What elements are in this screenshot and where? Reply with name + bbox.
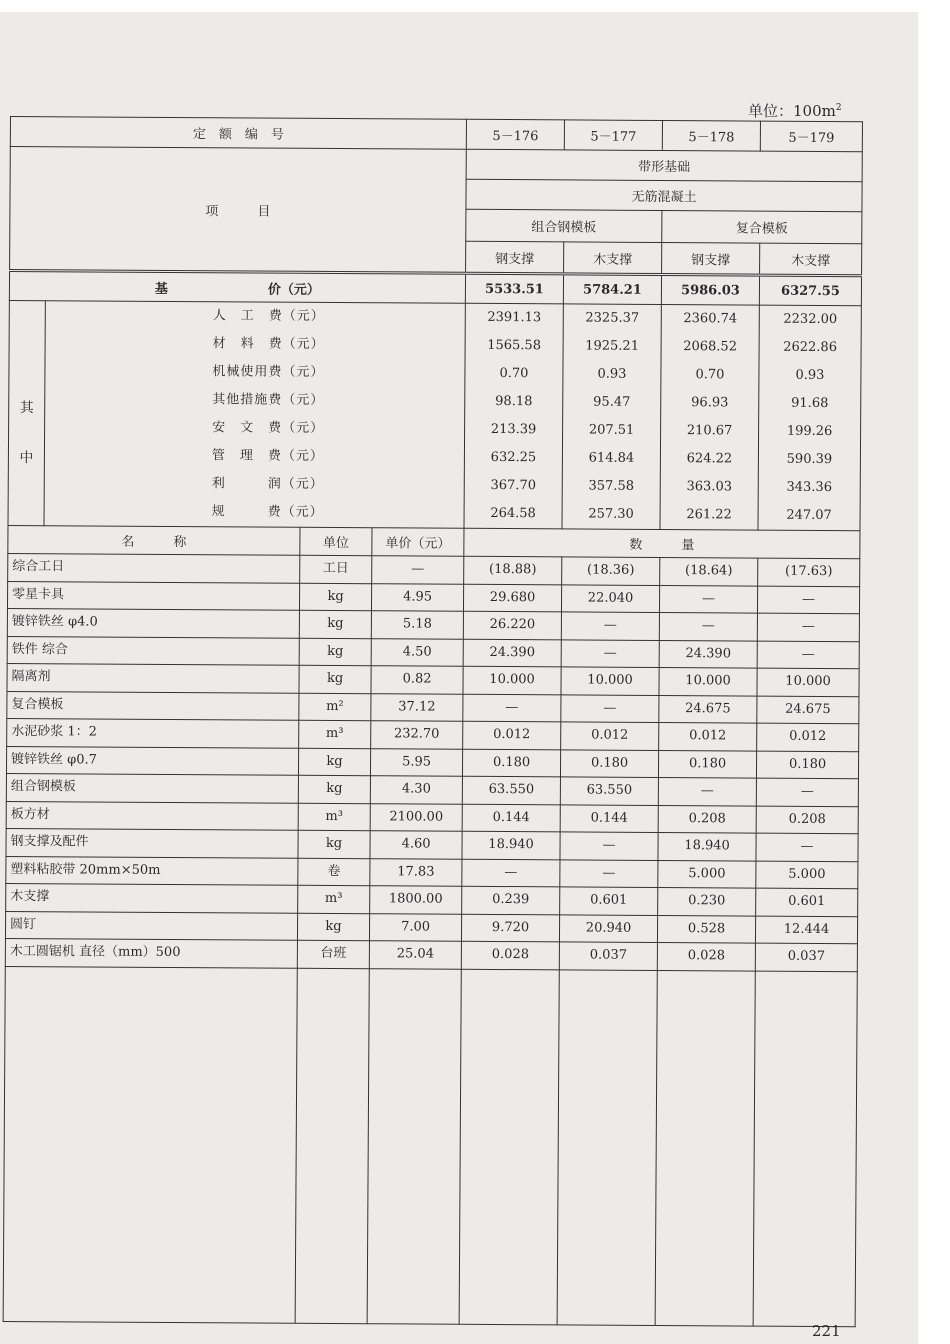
item-quantity: 0.028 (657, 942, 755, 970)
item-quantity: 10.000 (757, 668, 859, 696)
unit-label (748, 100, 842, 121)
item-quantity: 18.940 (462, 831, 560, 859)
formwork-steel: 组合钢模板 (466, 209, 662, 242)
item-quantity: 0.180 (756, 751, 858, 779)
cost-value: 363.03 (686, 479, 733, 495)
item-price: 4.50 (371, 638, 463, 666)
item-label: 项 目 (10, 147, 467, 274)
item-quantity: — (560, 832, 658, 860)
item-quantity: 5.000 (658, 860, 756, 888)
item-quantity: (18.36) (562, 557, 660, 585)
item-quantity: 24.390 (463, 639, 561, 667)
item-quantity: — (756, 833, 858, 861)
formwork-composite: 复合模板 (662, 210, 862, 243)
item-quantity: 0.208 (756, 806, 858, 834)
cost-col-3 (660, 304, 759, 530)
item-price: 37.12 (371, 693, 463, 721)
item-quantity: 0.144 (462, 804, 560, 832)
item-price: 0.82 (371, 666, 463, 694)
item-quantity: 0.012 (659, 722, 757, 750)
item-quantity: 0.601 (560, 887, 658, 915)
item-quantity: — (658, 777, 756, 805)
cost-value: 357.58 (588, 478, 635, 494)
item-quantity: 0.239 (462, 886, 560, 914)
item-name: 板方材 (6, 801, 298, 830)
cost-col-1 (464, 303, 563, 529)
subcategory-cell: 无筋混凝土 (466, 179, 862, 211)
item-quantity: — (659, 585, 757, 613)
empty-row (3, 966, 857, 1326)
cost-name-machine: 机械使用费（元） (212, 364, 325, 380)
item-price: 17.83 (370, 858, 462, 886)
support-4: 木支撑 (760, 243, 862, 276)
cost-value: 2325.37 (585, 310, 640, 326)
item-unit: m² (299, 693, 371, 721)
item-unit: m³ (299, 720, 371, 748)
base-price-2: 5784.21 (563, 274, 661, 305)
item-price: 7.00 (369, 913, 461, 941)
item-name: 圆钉 (5, 911, 297, 940)
item-quantity: 18.940 (658, 832, 756, 860)
empty-cell (459, 969, 559, 1325)
item-quantity: 0.144 (560, 804, 658, 832)
item-quantity: 0.037 (755, 943, 857, 971)
cost-value: 624.22 (686, 451, 733, 467)
code-label-text: 定 额 编 号 (192, 127, 284, 143)
cost-value: 2622.86 (783, 339, 838, 356)
code-5-178: 5－178 (662, 120, 760, 151)
item-quantity: — (560, 859, 658, 887)
item-quantity: 0.208 (658, 805, 756, 833)
column-unit-header: 单位 (300, 527, 372, 555)
base-price-4: 6327.55 (759, 275, 861, 306)
cost-value: 0.70 (695, 367, 725, 383)
item-unit: kg (299, 610, 371, 638)
cost-value: 96.93 (691, 395, 729, 411)
cost-name-other: 其他措施费（元） (212, 392, 325, 408)
unit-superscript: 2 (835, 103, 842, 113)
code-label (10, 117, 466, 150)
support-1: 钢支撑 (466, 241, 564, 274)
base-price-3: 5986.03 (661, 274, 759, 305)
item-unit: kg (298, 775, 370, 803)
cost-value: 247.07 (786, 507, 832, 524)
item-unit: 卷 (298, 858, 370, 886)
empty-cell (557, 969, 657, 1325)
cost-col-4 (758, 305, 861, 531)
cost-name-fees: 规 费（元） (211, 504, 324, 520)
item-quantity: — (757, 613, 859, 641)
item-name: 钢支撑及配件 (6, 828, 298, 857)
item-quantity: — (659, 612, 757, 640)
cost-name-material: 材 料 费（元） (212, 336, 325, 352)
item-unit: m³ (298, 885, 370, 913)
item-quantity: — (561, 694, 659, 722)
item-quantity: 0.180 (658, 750, 756, 778)
page-number: 221 (812, 1322, 841, 1340)
base-price-1: 5533.51 (465, 273, 563, 304)
item-price: 2100.00 (370, 803, 462, 831)
item-quantity: (17.63) (758, 558, 860, 586)
item-quantity: 0.012 (757, 723, 859, 751)
cost-value: 590.39 (786, 451, 833, 468)
cost-name-management: 管 理 费（元） (211, 448, 324, 464)
quota-table (3, 116, 863, 1327)
item-quantity: 10.000 (659, 667, 757, 695)
item-name: 塑料粘胶带 20mm×50m (6, 856, 298, 885)
cost-name-safety: 安 文 费（元） (212, 420, 325, 436)
item-price: 232.70 (371, 721, 463, 749)
item-quantity: 26.220 (463, 611, 561, 639)
qizhong-label (8, 300, 45, 525)
item-unit: kg (298, 748, 370, 776)
item-unit: kg (298, 830, 370, 858)
document-page (0, 12, 918, 1344)
item-price: 5.95 (370, 748, 462, 776)
empty-cell (753, 971, 857, 1327)
cost-value: 207.51 (588, 422, 635, 438)
item-quantity: 0.012 (561, 722, 659, 750)
item-name: 镀锌铁丝 φ0.7 (6, 746, 298, 775)
item-quantity: 24.675 (659, 695, 757, 723)
cost-breakdown-row (8, 300, 861, 530)
item-quantity: — (757, 586, 859, 614)
item-price: 5.18 (371, 611, 463, 639)
cost-value: 95.47 (593, 394, 631, 410)
materials-body (5, 553, 859, 943)
cost-value: 2232.00 (783, 311, 838, 328)
cost-name-labor: 人 工 费（元） (212, 308, 325, 324)
item-quantity: 0.601 (756, 888, 858, 916)
item-quantity: 29.680 (463, 584, 561, 612)
cost-value: 261.22 (686, 507, 732, 523)
cost-value: 1565.58 (487, 337, 542, 354)
cost-value: 2391.13 (487, 309, 542, 326)
item-quantity: 20.940 (559, 914, 657, 942)
qizhong-char-1: 其 (19, 400, 34, 417)
code-5-179: 5－179 (760, 121, 862, 152)
item-quantity: 0.028 (461, 941, 559, 969)
unit-text: 单位：100m (748, 102, 836, 120)
qizhong-char-2: 中 (19, 450, 34, 467)
cost-value: 213.39 (490, 421, 537, 438)
empty-cell (367, 968, 461, 1324)
cost-value: 614.84 (588, 450, 635, 466)
cost-value: 257.30 (588, 506, 634, 522)
item-name: 隔离剂 (7, 663, 299, 692)
item-unit: 工日 (300, 555, 372, 583)
item-price: 4.30 (370, 776, 462, 804)
item-price: 4.60 (370, 831, 462, 859)
cost-value: 98.18 (495, 393, 533, 410)
column-name-header: 名 称 (8, 525, 300, 555)
item-quantity: 0.012 (463, 721, 561, 749)
cost-value: 367.70 (490, 477, 537, 494)
item-name: 综合工日 (8, 553, 300, 582)
cost-value: 2360.74 (683, 311, 738, 327)
cost-value: 199.26 (786, 423, 833, 440)
item-quantity: (18.64) (660, 557, 758, 585)
item-quantity: 24.390 (659, 640, 757, 668)
support-3: 钢支撑 (662, 242, 760, 275)
item-quantity: (18.88) (464, 556, 562, 584)
item-quantity: — (462, 859, 560, 887)
item-name: 镀锌铁丝 φ4.0 (7, 608, 299, 637)
item-unit: m³ (298, 803, 370, 831)
item-quantity: 10.000 (463, 666, 561, 694)
item-quantity: 24.675 (757, 696, 859, 724)
item-price: 4.95 (371, 583, 463, 611)
column-price-header: 单价（元） (372, 528, 464, 557)
category-row (10, 147, 862, 182)
item-name: 铁件 综合 (7, 636, 299, 665)
item-name: 木工圆锯机 直径（mm）500 (5, 938, 297, 967)
item-quantity: 0.037 (559, 942, 657, 970)
item-name: 水泥砂浆 1：2 (7, 718, 299, 747)
item-name: 复合模板 (7, 691, 299, 720)
base-price-label (9, 271, 465, 304)
base-price-label-left: 基 (154, 281, 168, 297)
item-unit: kg (299, 665, 371, 693)
item-quantity: 22.040 (561, 584, 659, 612)
cost-value: 632.25 (490, 449, 537, 466)
item-quantity: — (561, 612, 659, 640)
empty-cell (655, 970, 755, 1326)
item-price: 1800.00 (370, 886, 462, 914)
cost-value: 0.93 (597, 366, 627, 382)
item-quantity: 0.230 (658, 887, 756, 915)
code-5-177: 5－177 (564, 120, 662, 151)
cost-value: 343.36 (786, 479, 833, 496)
item-name: 组合钢模板 (6, 773, 298, 802)
support-2: 木支撑 (564, 242, 662, 275)
empty-cell (295, 968, 369, 1323)
item-name: 零星卡具 (7, 581, 299, 610)
item-quantity: 0.528 (657, 915, 755, 943)
cost-value: 91.68 (791, 395, 829, 412)
item-quantity: 5.000 (756, 861, 858, 889)
item-unit: kg (299, 638, 371, 666)
cost-value: 2068.52 (683, 339, 738, 355)
item-quantity: — (757, 641, 859, 669)
category-cell: 带形基础 (466, 149, 862, 181)
item-quantity: 9.720 (461, 914, 559, 942)
cost-value: 0.70 (499, 365, 529, 382)
cost-name-profit: 利 润（元） (211, 476, 324, 492)
cost-names (44, 301, 465, 529)
empty-cell (3, 966, 297, 1323)
code-5-176: 5－176 (466, 119, 564, 150)
item-quantity: 63.550 (462, 776, 560, 804)
quota-table-sheet (3, 116, 862, 1313)
item-quantity: — (756, 778, 858, 806)
cost-value: 0.93 (795, 367, 825, 383)
item-name: 木支撑 (6, 883, 298, 912)
item-unit: kg (299, 583, 371, 611)
item-unit: kg (297, 913, 369, 941)
item-unit: 台班 (297, 940, 369, 968)
item-price: — (372, 556, 464, 584)
item-quantity: 12.444 (755, 916, 857, 944)
item-quantity: 0.180 (560, 749, 658, 777)
item-quantity: 0.180 (462, 749, 560, 777)
cost-value: 210.67 (686, 423, 733, 439)
item-quantity: — (463, 694, 561, 722)
item-quantity: — (561, 639, 659, 667)
cost-value: 1925.21 (585, 338, 640, 354)
item-quantity: 10.000 (561, 667, 659, 695)
cost-value: 264.58 (490, 505, 536, 522)
item-price: 25.04 (369, 941, 461, 969)
base-price-label-right: 价（元） (267, 282, 321, 298)
cost-col-2 (562, 304, 661, 530)
column-quantity-header: 数 量 (464, 528, 860, 558)
item-quantity: 63.550 (560, 777, 658, 805)
